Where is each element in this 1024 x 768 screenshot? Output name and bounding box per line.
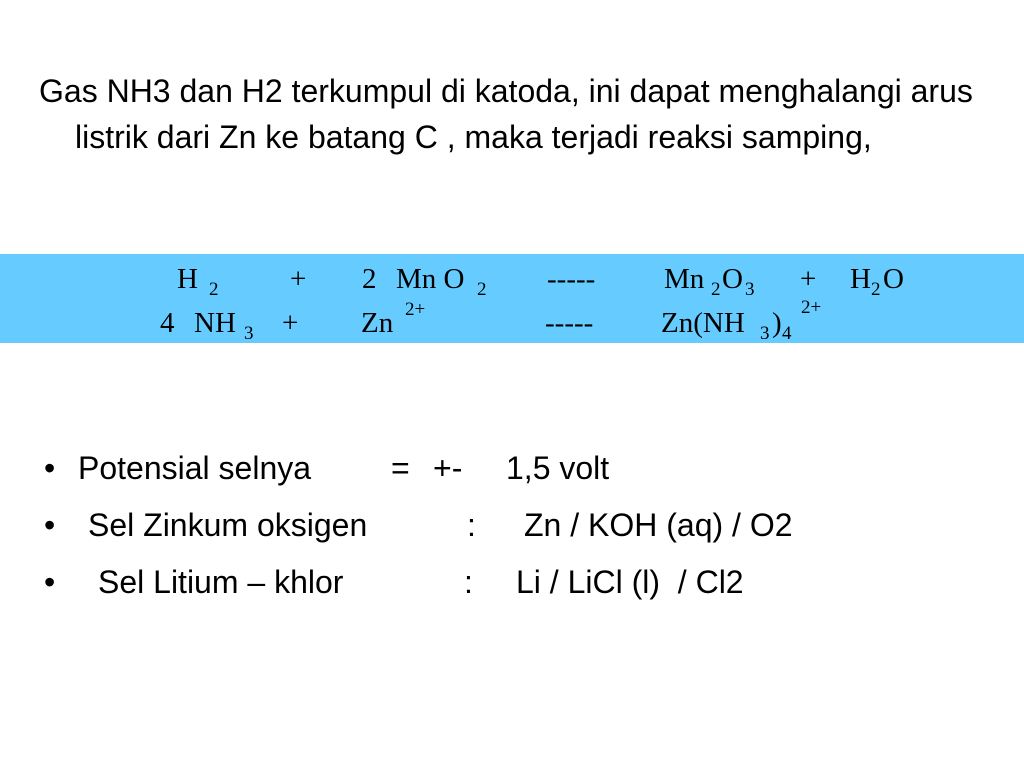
r2-complex-close: ) bbox=[772, 307, 782, 339]
bullet-value: Li / LiCl (l) / Cl2 bbox=[516, 564, 744, 600]
r2-complex-subscript-3: 3 bbox=[760, 323, 770, 344]
r1-o-subscript: 3 bbox=[745, 279, 755, 300]
r2-zn-superscript: 2+ bbox=[405, 299, 426, 320]
r2-complex-superscript: 2+ bbox=[801, 297, 822, 318]
r2-zn: Zn bbox=[361, 307, 394, 339]
bullet-label: Sel Litium – khlor bbox=[98, 564, 344, 600]
r2-arrow: ----- bbox=[545, 307, 594, 339]
r2-nh-subscript: 3 bbox=[244, 323, 254, 344]
r2-nh: NH bbox=[194, 307, 236, 339]
bullet-separator: : bbox=[467, 507, 476, 543]
r1-arrow: ----- bbox=[547, 263, 596, 295]
r1-h2o-o: O bbox=[883, 263, 904, 295]
intro-paragraph: Gas NH3 dan H2 terkumpul di katoda, ini dapat menghalangi arus listrik dari Zn ke batang C , maka terjadi reaksi samping, bbox=[39, 73, 973, 155]
r1-h: H bbox=[177, 263, 198, 295]
bullet-marker: • bbox=[44, 450, 56, 486]
r2-plus: + bbox=[282, 307, 299, 339]
bullet-marker: • bbox=[44, 564, 56, 600]
r1-coefficient: 2 bbox=[362, 263, 377, 295]
r1-mno: Mn O bbox=[396, 263, 465, 295]
bullet-separator: : bbox=[464, 564, 473, 600]
bullet-separator: = bbox=[391, 450, 410, 486]
bullet-item-lithium-chlorine bbox=[0, 559, 1024, 605]
bullet-label: Sel Zinkum oksigen bbox=[88, 507, 368, 543]
bullet-item-zinc-oxygen bbox=[0, 502, 1024, 548]
reaction-equations bbox=[0, 254, 1024, 343]
r1-mno-subscript: 2 bbox=[477, 279, 487, 300]
r1-h2o-h: H bbox=[850, 263, 871, 295]
r1-h-subscript: 2 bbox=[209, 279, 219, 300]
r1-plus-1: + bbox=[290, 263, 307, 295]
r2-coefficient: 4 bbox=[160, 307, 175, 339]
bullet-item-potential bbox=[0, 445, 1024, 491]
r1-h2o-subscript: 2 bbox=[871, 279, 881, 300]
r1-plus-2: + bbox=[800, 263, 817, 295]
r1-mn: Mn bbox=[664, 263, 705, 295]
r1-mn-subscript: 2 bbox=[711, 279, 721, 300]
r2-complex: Zn(NH bbox=[661, 307, 745, 339]
bullet-marker: • bbox=[44, 507, 56, 543]
bullet-value: Zn / KOH (aq) / O2 bbox=[524, 507, 793, 543]
bullet-plusminus: +- bbox=[433, 450, 463, 486]
bullet-value: 1,5 volt bbox=[506, 450, 610, 486]
r1-o: O bbox=[722, 263, 743, 295]
reaction-band bbox=[0, 254, 1024, 343]
r2-complex-subscript-4: 4 bbox=[782, 323, 792, 344]
bullet-label: Potensial selnya bbox=[78, 450, 312, 486]
